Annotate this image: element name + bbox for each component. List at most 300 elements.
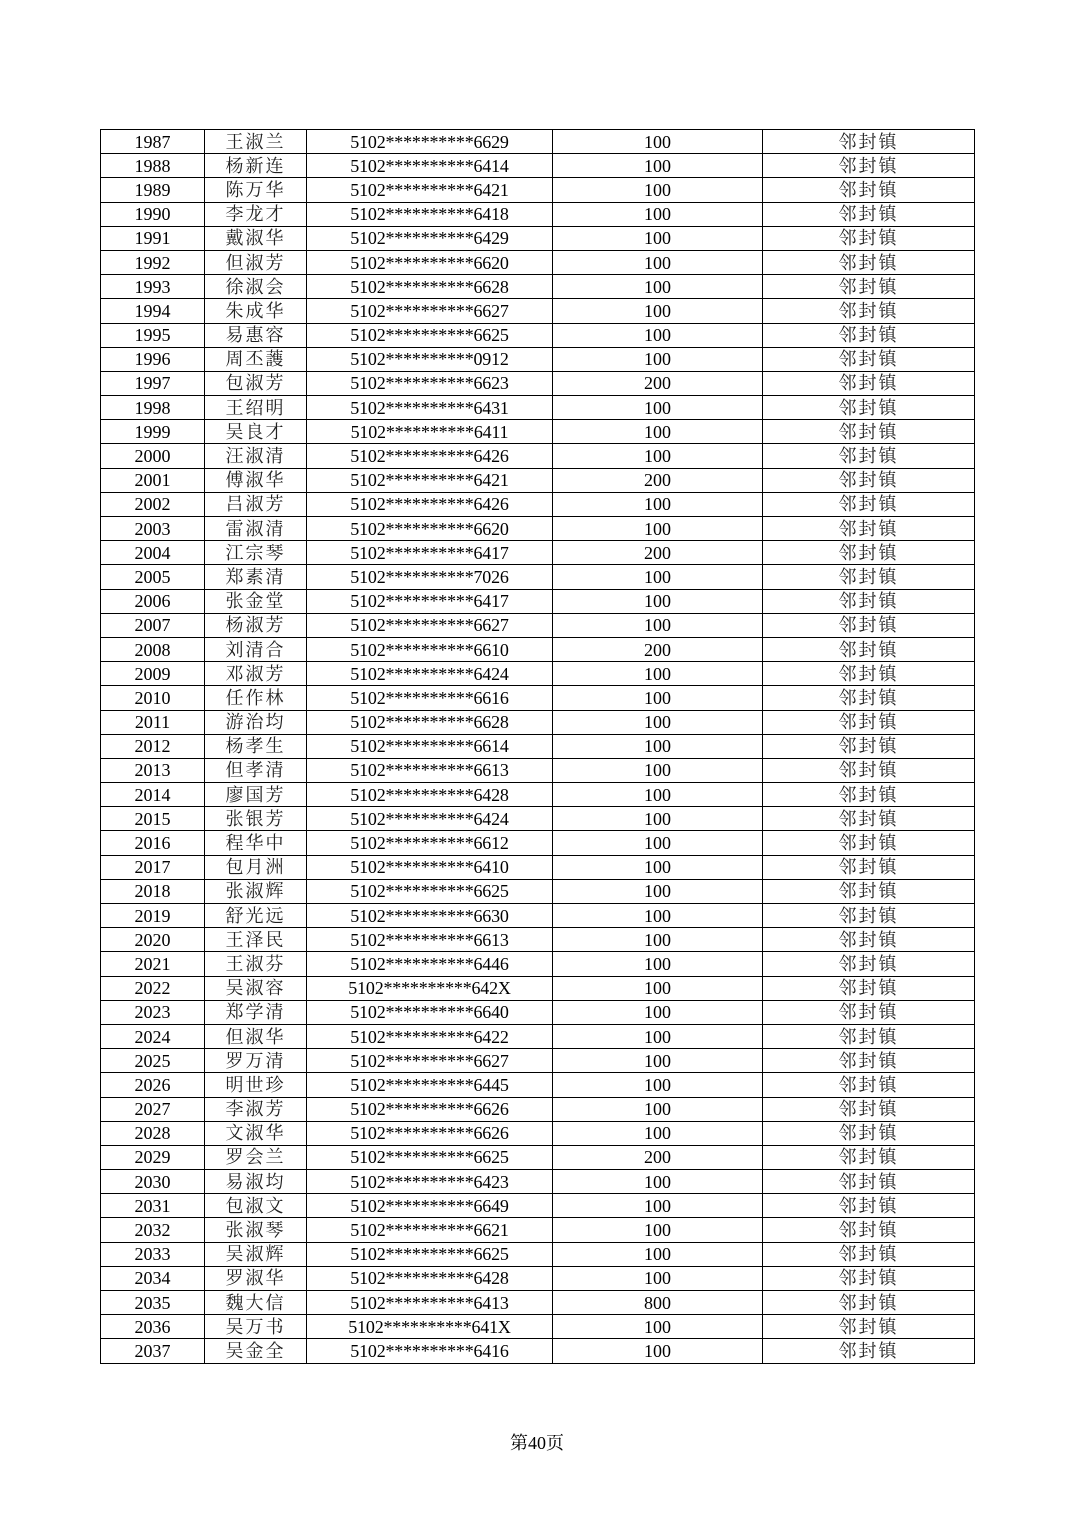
amount-cell: 100: [553, 589, 763, 613]
table-row: [101, 323, 975, 347]
table-row: [101, 130, 975, 154]
id-number-cell: 5102**********6625: [307, 1145, 553, 1169]
town-cell: 邻封镇: [763, 130, 975, 154]
name-cell: 舒光远: [205, 904, 307, 928]
name-cell: 王淑芬: [205, 952, 307, 976]
town-cell: 邻封镇: [763, 1097, 975, 1121]
table-row: [101, 299, 975, 323]
table-row: [101, 202, 975, 226]
amount-cell: 100: [553, 226, 763, 250]
row-number-cell: 2031: [101, 1194, 205, 1218]
table-row: [101, 1170, 975, 1194]
amount-cell: 100: [553, 758, 763, 782]
name-cell: 江宗琴: [205, 541, 307, 565]
town-cell: 邻封镇: [763, 928, 975, 952]
table-row: [101, 758, 975, 782]
amount-cell: 100: [553, 1339, 763, 1363]
amount-cell: 100: [553, 130, 763, 154]
id-number-cell: 5102**********6627: [307, 613, 553, 637]
row-number-cell: 2036: [101, 1315, 205, 1339]
amount-cell: 100: [553, 1000, 763, 1024]
row-number-cell: 2013: [101, 758, 205, 782]
town-cell: 邻封镇: [763, 275, 975, 299]
id-number-cell: 5102**********6627: [307, 299, 553, 323]
name-cell: 吴淑辉: [205, 1242, 307, 1266]
row-number-cell: 2018: [101, 879, 205, 903]
amount-cell: 100: [553, 734, 763, 758]
table-row: [101, 1145, 975, 1169]
name-cell: 吴淑容: [205, 976, 307, 1000]
id-number-cell: 5102**********6416: [307, 1339, 553, 1363]
town-cell: 邻封镇: [763, 202, 975, 226]
name-cell: 杨淑芳: [205, 613, 307, 637]
amount-cell: 100: [553, 613, 763, 637]
id-number-cell: 5102**********6421: [307, 468, 553, 492]
town-cell: 邻封镇: [763, 396, 975, 420]
id-number-cell: 5102**********6429: [307, 226, 553, 250]
amount-cell: 100: [553, 976, 763, 1000]
id-number-cell: 5102**********6410: [307, 855, 553, 879]
town-cell: 邻封镇: [763, 855, 975, 879]
table-row: [101, 831, 975, 855]
town-cell: 邻封镇: [763, 1000, 975, 1024]
table-row: [101, 347, 975, 371]
id-number-cell: 5102**********6424: [307, 662, 553, 686]
row-number-cell: 2006: [101, 589, 205, 613]
name-cell: 但淑华: [205, 1024, 307, 1048]
page-number: 第40页: [510, 1433, 564, 1453]
id-number-cell: 5102**********6616: [307, 686, 553, 710]
id-number-cell: 5102**********6428: [307, 783, 553, 807]
town-cell: 邻封镇: [763, 250, 975, 274]
id-number-cell: 5102**********6621: [307, 1218, 553, 1242]
town-cell: 邻封镇: [763, 1194, 975, 1218]
table-row: [101, 468, 975, 492]
amount-cell: 200: [553, 371, 763, 395]
amount-cell: 100: [553, 1121, 763, 1145]
amount-cell: 100: [553, 1024, 763, 1048]
town-cell: 邻封镇: [763, 783, 975, 807]
name-cell: 杨新连: [205, 154, 307, 178]
row-number-cell: 2037: [101, 1339, 205, 1363]
id-number-cell: 5102**********6625: [307, 323, 553, 347]
amount-cell: 100: [553, 565, 763, 589]
id-number-cell: 5102**********641X: [307, 1315, 553, 1339]
table-body: [101, 130, 975, 1364]
row-number-cell: 2029: [101, 1145, 205, 1169]
amount-cell: 100: [553, 1049, 763, 1073]
id-number-cell: 5102**********6614: [307, 734, 553, 758]
amount-cell: 100: [553, 323, 763, 347]
table-row: [101, 710, 975, 734]
row-number-cell: 2025: [101, 1049, 205, 1073]
amount-cell: 100: [553, 807, 763, 831]
table-row: [101, 444, 975, 468]
id-number-cell: 5102**********6446: [307, 952, 553, 976]
table-row: [101, 686, 975, 710]
town-cell: 邻封镇: [763, 976, 975, 1000]
name-cell: 罗万清: [205, 1049, 307, 1073]
amount-cell: 100: [553, 1266, 763, 1290]
row-number-cell: 1989: [101, 178, 205, 202]
table-row: [101, 783, 975, 807]
table-row: [101, 734, 975, 758]
amount-cell: 200: [553, 541, 763, 565]
name-cell: 张银芳: [205, 807, 307, 831]
row-number-cell: 2012: [101, 734, 205, 758]
row-number-cell: 2003: [101, 517, 205, 541]
town-cell: 邻封镇: [763, 1315, 975, 1339]
amount-cell: 100: [553, 831, 763, 855]
row-number-cell: 1988: [101, 154, 205, 178]
row-number-cell: 2022: [101, 976, 205, 1000]
table-row: [101, 1049, 975, 1073]
id-number-cell: 5102**********6413: [307, 1291, 553, 1315]
town-cell: 邻封镇: [763, 323, 975, 347]
row-number-cell: 1991: [101, 226, 205, 250]
town-cell: 邻封镇: [763, 565, 975, 589]
table-row: [101, 928, 975, 952]
name-cell: 张金堂: [205, 589, 307, 613]
amount-cell: 100: [553, 710, 763, 734]
table-row: [101, 1242, 975, 1266]
amount-cell: 100: [553, 1073, 763, 1097]
town-cell: 邻封镇: [763, 347, 975, 371]
table-row: [101, 613, 975, 637]
table-row: [101, 637, 975, 661]
id-number-cell: 5102**********6649: [307, 1194, 553, 1218]
row-number-cell: 1990: [101, 202, 205, 226]
name-cell: 包月洲: [205, 855, 307, 879]
id-number-cell: 5102**********642X: [307, 976, 553, 1000]
id-number-cell: 5102**********6612: [307, 831, 553, 855]
table-row: [101, 565, 975, 589]
amount-cell: 100: [553, 1097, 763, 1121]
id-number-cell: 5102**********6445: [307, 1073, 553, 1097]
town-cell: 邻封镇: [763, 831, 975, 855]
name-cell: 王泽民: [205, 928, 307, 952]
town-cell: 邻封镇: [763, 1145, 975, 1169]
row-number-cell: 2015: [101, 807, 205, 831]
town-cell: 邻封镇: [763, 879, 975, 903]
name-cell: 汪淑清: [205, 444, 307, 468]
name-cell: 明世珍: [205, 1073, 307, 1097]
name-cell: 邓淑芳: [205, 662, 307, 686]
amount-cell: 100: [553, 952, 763, 976]
row-number-cell: 2009: [101, 662, 205, 686]
name-cell: 廖国芳: [205, 783, 307, 807]
row-number-cell: 2014: [101, 783, 205, 807]
amount-cell: 100: [553, 783, 763, 807]
row-number-cell: 2001: [101, 468, 205, 492]
id-number-cell: 5102**********6426: [307, 444, 553, 468]
row-number-cell: 1994: [101, 299, 205, 323]
name-cell: 但孝清: [205, 758, 307, 782]
amount-cell: 100: [553, 275, 763, 299]
amount-cell: 100: [553, 517, 763, 541]
table-row: [101, 807, 975, 831]
amount-cell: 800: [553, 1291, 763, 1315]
id-number-cell: 5102**********6625: [307, 1242, 553, 1266]
name-cell: 张淑辉: [205, 879, 307, 903]
id-number-cell: 5102**********6640: [307, 1000, 553, 1024]
town-cell: 邻封镇: [763, 904, 975, 928]
row-number-cell: 1993: [101, 275, 205, 299]
name-cell: 包淑文: [205, 1194, 307, 1218]
table-row: [101, 904, 975, 928]
row-number-cell: 2004: [101, 541, 205, 565]
row-number-cell: 2008: [101, 637, 205, 661]
name-cell: 游治均: [205, 710, 307, 734]
id-number-cell: 5102**********6418: [307, 202, 553, 226]
row-number-cell: 2002: [101, 492, 205, 516]
name-cell: 罗会兰: [205, 1145, 307, 1169]
name-cell: 任作林: [205, 686, 307, 710]
amount-cell: 100: [553, 492, 763, 516]
id-number-cell: 5102**********6620: [307, 250, 553, 274]
row-number-cell: 2028: [101, 1121, 205, 1145]
amount-cell: 100: [553, 1194, 763, 1218]
table-row: [101, 1000, 975, 1024]
row-number-cell: 2026: [101, 1073, 205, 1097]
town-cell: 邻封镇: [763, 1339, 975, 1363]
data-table: [100, 129, 975, 1364]
name-cell: 刘清合: [205, 637, 307, 661]
amount-cell: 100: [553, 1170, 763, 1194]
name-cell: 郑学清: [205, 1000, 307, 1024]
id-number-cell: 5102**********6424: [307, 807, 553, 831]
id-number-cell: 5102**********6428: [307, 1266, 553, 1290]
row-number-cell: 2034: [101, 1266, 205, 1290]
row-number-cell: 1995: [101, 323, 205, 347]
name-cell: 陈万华: [205, 178, 307, 202]
town-cell: 邻封镇: [763, 1121, 975, 1145]
name-cell: 但淑芳: [205, 250, 307, 274]
name-cell: 戴淑华: [205, 226, 307, 250]
name-cell: 王淑兰: [205, 130, 307, 154]
table-row: [101, 589, 975, 613]
town-cell: 邻封镇: [763, 1049, 975, 1073]
amount-cell: 200: [553, 637, 763, 661]
amount-cell: 100: [553, 250, 763, 274]
town-cell: 邻封镇: [763, 637, 975, 661]
row-number-cell: 2023: [101, 1000, 205, 1024]
name-cell: 易惠容: [205, 323, 307, 347]
id-number-cell: 5102**********6610: [307, 637, 553, 661]
table-row: [101, 1291, 975, 1315]
amount-cell: 200: [553, 468, 763, 492]
town-cell: 邻封镇: [763, 299, 975, 323]
amount-cell: 100: [553, 178, 763, 202]
amount-cell: 100: [553, 299, 763, 323]
town-cell: 邻封镇: [763, 710, 975, 734]
town-cell: 邻封镇: [763, 589, 975, 613]
table-row: [101, 1073, 975, 1097]
amount-cell: 100: [553, 1218, 763, 1242]
id-number-cell: 5102**********6414: [307, 154, 553, 178]
row-number-cell: 1996: [101, 347, 205, 371]
row-number-cell: 2016: [101, 831, 205, 855]
name-cell: 雷淑清: [205, 517, 307, 541]
name-cell: 傅淑华: [205, 468, 307, 492]
name-cell: 徐淑会: [205, 275, 307, 299]
row-number-cell: 1992: [101, 250, 205, 274]
amount-cell: 100: [553, 904, 763, 928]
name-cell: 郑素清: [205, 565, 307, 589]
town-cell: 邻封镇: [763, 952, 975, 976]
amount-cell: 100: [553, 154, 763, 178]
id-number-cell: 5102**********7026: [307, 565, 553, 589]
town-cell: 邻封镇: [763, 420, 975, 444]
id-number-cell: 5102**********6629: [307, 130, 553, 154]
amount-cell: 100: [553, 879, 763, 903]
id-number-cell: 5102**********6620: [307, 517, 553, 541]
amount-cell: 100: [553, 347, 763, 371]
row-number-cell: 2010: [101, 686, 205, 710]
town-cell: 邻封镇: [763, 468, 975, 492]
table-row: [101, 952, 975, 976]
name-cell: 包淑芳: [205, 371, 307, 395]
row-number-cell: 1987: [101, 130, 205, 154]
table-row: [101, 879, 975, 903]
table-row: [101, 275, 975, 299]
amount-cell: 100: [553, 662, 763, 686]
id-number-cell: 5102**********6426: [307, 492, 553, 516]
table-row: [101, 1024, 975, 1048]
row-number-cell: 2033: [101, 1242, 205, 1266]
name-cell: 周丕䕶: [205, 347, 307, 371]
table-row: [101, 226, 975, 250]
id-number-cell: 5102**********6628: [307, 710, 553, 734]
town-cell: 邻封镇: [763, 517, 975, 541]
town-cell: 邻封镇: [763, 178, 975, 202]
town-cell: 邻封镇: [763, 1073, 975, 1097]
amount-cell: 100: [553, 928, 763, 952]
amount-cell: 100: [553, 1315, 763, 1339]
town-cell: 邻封镇: [763, 444, 975, 468]
town-cell: 邻封镇: [763, 1266, 975, 1290]
row-number-cell: 1997: [101, 371, 205, 395]
town-cell: 邻封镇: [763, 1291, 975, 1315]
table-row: [101, 1097, 975, 1121]
row-number-cell: 2021: [101, 952, 205, 976]
row-number-cell: 1998: [101, 396, 205, 420]
table-row: [101, 371, 975, 395]
id-number-cell: 5102**********6421: [307, 178, 553, 202]
table-row: [101, 396, 975, 420]
amount-cell: 100: [553, 396, 763, 420]
town-cell: 邻封镇: [763, 541, 975, 565]
id-number-cell: 5102**********6626: [307, 1121, 553, 1145]
row-number-cell: 2024: [101, 1024, 205, 1048]
id-number-cell: 5102**********6627: [307, 1049, 553, 1073]
id-number-cell: 5102**********6628: [307, 275, 553, 299]
id-number-cell: 5102**********6625: [307, 879, 553, 903]
town-cell: 邻封镇: [763, 734, 975, 758]
table-row: [101, 492, 975, 516]
name-cell: 吴良才: [205, 420, 307, 444]
id-number-cell: 5102**********6623: [307, 371, 553, 395]
table-row: [101, 1121, 975, 1145]
table-row: [101, 517, 975, 541]
row-number-cell: 2019: [101, 904, 205, 928]
id-number-cell: 5102**********6630: [307, 904, 553, 928]
name-cell: 罗淑华: [205, 1266, 307, 1290]
town-cell: 邻封镇: [763, 1170, 975, 1194]
town-cell: 邻封镇: [763, 154, 975, 178]
id-number-cell: 5102**********6423: [307, 1170, 553, 1194]
table-row: [101, 178, 975, 202]
town-cell: 邻封镇: [763, 807, 975, 831]
table-row: [101, 1315, 975, 1339]
id-number-cell: 5102**********6417: [307, 541, 553, 565]
table-row: [101, 250, 975, 274]
amount-cell: 100: [553, 855, 763, 879]
name-cell: 李淑芳: [205, 1097, 307, 1121]
table-row: [101, 541, 975, 565]
name-cell: 魏大信: [205, 1291, 307, 1315]
name-cell: 李龙才: [205, 202, 307, 226]
name-cell: 吴金全: [205, 1339, 307, 1363]
amount-cell: 100: [553, 420, 763, 444]
town-cell: 邻封镇: [763, 1024, 975, 1048]
row-number-cell: 2011: [101, 710, 205, 734]
table-row: [101, 420, 975, 444]
town-cell: 邻封镇: [763, 492, 975, 516]
id-number-cell: 5102**********6613: [307, 928, 553, 952]
name-cell: 王绍明: [205, 396, 307, 420]
row-number-cell: 2030: [101, 1170, 205, 1194]
name-cell: 程华中: [205, 831, 307, 855]
table-row: [101, 976, 975, 1000]
town-cell: 邻封镇: [763, 226, 975, 250]
id-number-cell: 5102**********6613: [307, 758, 553, 782]
row-number-cell: 2032: [101, 1218, 205, 1242]
id-number-cell: 5102**********6626: [307, 1097, 553, 1121]
amount-cell: 100: [553, 1242, 763, 1266]
town-cell: 邻封镇: [763, 371, 975, 395]
id-number-cell: 5102**********0912: [307, 347, 553, 371]
amount-cell: 100: [553, 202, 763, 226]
town-cell: 邻封镇: [763, 686, 975, 710]
row-number-cell: 2000: [101, 444, 205, 468]
town-cell: 邻封镇: [763, 613, 975, 637]
name-cell: 朱成华: [205, 299, 307, 323]
id-number-cell: 5102**********6431: [307, 396, 553, 420]
id-number-cell: 5102**********6411: [307, 420, 553, 444]
name-cell: 易淑均: [205, 1170, 307, 1194]
table-row: [101, 662, 975, 686]
name-cell: 张淑琴: [205, 1218, 307, 1242]
table-row: [101, 1218, 975, 1242]
row-number-cell: 2020: [101, 928, 205, 952]
amount-cell: 100: [553, 444, 763, 468]
table-row: [101, 154, 975, 178]
row-number-cell: 2007: [101, 613, 205, 637]
town-cell: 邻封镇: [763, 662, 975, 686]
town-cell: 邻封镇: [763, 758, 975, 782]
row-number-cell: 2035: [101, 1291, 205, 1315]
row-number-cell: 1999: [101, 420, 205, 444]
id-number-cell: 5102**********6422: [307, 1024, 553, 1048]
name-cell: 吴万书: [205, 1315, 307, 1339]
table-row: [101, 1266, 975, 1290]
amount-cell: 100: [553, 686, 763, 710]
table-row: [101, 1339, 975, 1363]
amount-cell: 200: [553, 1145, 763, 1169]
row-number-cell: 2017: [101, 855, 205, 879]
table-row: [101, 1194, 975, 1218]
